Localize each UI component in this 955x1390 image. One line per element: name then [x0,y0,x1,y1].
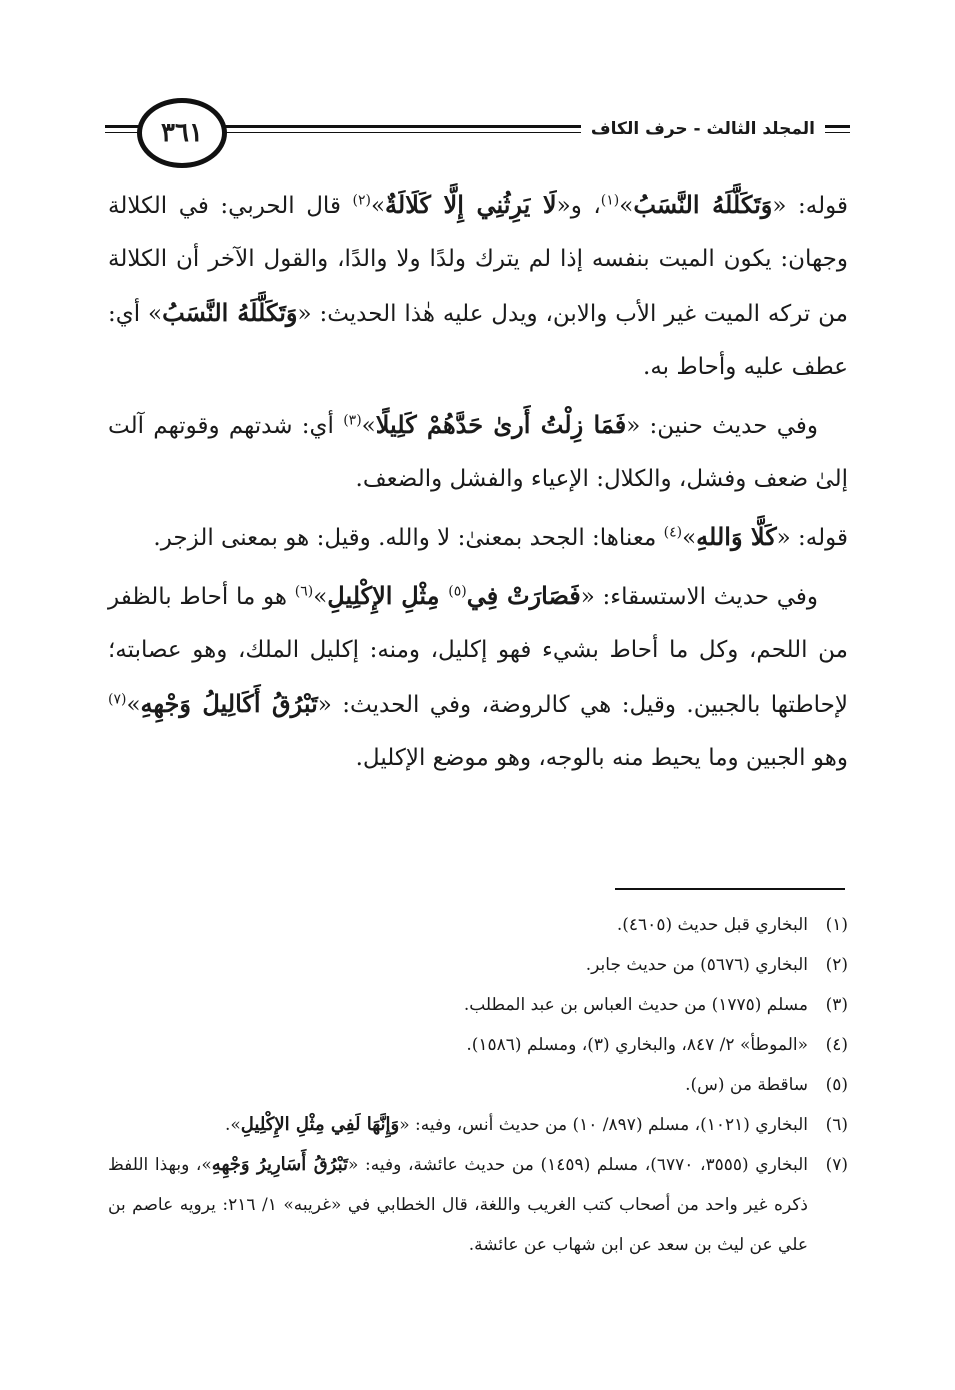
footnote-ref[interactable]: (٣) [343,412,362,429]
text-run: » [126,692,141,718]
hadith-quote: كَلَّا وَاللهِ [696,522,777,551]
text-run: » [313,584,328,610]
footnote-number: (٤) [825,1035,848,1055]
text-run: قال الحربي: في الكلالة وجهان: يكون الميت بنفسه إذا لم يترك ولدًا ولا والدًا، والقول الآخر أن الكلالة من تركه الميت غير الأب والابن، ويدل عليه هٰذا الحديث: « [108,193,848,327]
footnote-number: (١) [825,915,848,935]
text-run: » [361,413,376,439]
text-run: » أي: عطف عليه وأحاط به. [108,301,848,380]
hadith-quote: وَتَكَلَّلَهُ النَّسَبُ [633,190,773,219]
footnote-text: البخاري (٥٦٧٦) من حديث جابر. [585,955,808,975]
text-run: وفي حديث الاستسقاء: « [580,584,818,610]
footnote [108,905,848,945]
footnote-number: (٣) [825,995,848,1015]
hadith-quote: لَا يَرِثُنِي إِلَّا كَلَالَةٌ [385,190,557,219]
hadith-quote: فَصَارَتْ فِي [466,581,581,610]
footnote [108,1025,848,1065]
paragraph-1 [108,178,848,394]
text-run: » [682,525,697,551]
text-run: ، و« [556,193,601,219]
footnote-ref[interactable]: (٢) [352,192,371,209]
footnote [108,985,848,1025]
footnote-ref[interactable]: (٤) [663,524,683,541]
footnote [108,1145,848,1265]
footnote-text: «الموطأ» ٢/ ٨٤٧، والبخاري (٣)، ومسلم (١٥٨٦). [466,1035,808,1055]
footnote-number: (٢) [825,955,848,975]
footnote-text [108,1145,808,1265]
hadith-quote: تَبْرُقُ أَسَارِيرُ وَجْهِهِ [211,1154,349,1175]
text-run: معناها: الجحد بمعنىٰ: لا والله. وقيل: هو بمعنى الزجر. [153,525,664,551]
text-run: أي: شدتهم وقوتهم آلت إلىٰ ضعف وفشل، والكلال: الإعياء والفشل والضعف. [108,413,848,492]
footnote [108,1065,848,1105]
main-text [108,178,848,789]
footnote-ref[interactable]: (١) [600,192,620,209]
text-run: وهو الجبين وما يحيط منه بالوجه، وهو موضع الإكليل. [355,745,848,771]
text-run: هو ما أحاط بالظفر من اللحم، وكل ما أحاط بشيء فهو إكليل، ومنه: إكليل الملك، وهو عصابته؛ لإحاطتها بالجبين. وقيل: هي كالروضة، وفي الحديث: « [108,584,848,718]
text-run: ». [224,1115,241,1135]
paragraph-4 [108,569,848,785]
text-run: البخاري (١٠٢١)، مسلم (٨٩٧/ ١٠) من حديث أنس، وفيه: « [399,1115,808,1135]
footnote-number: (٥) [825,1075,848,1095]
text-run: وفي حديث حنين: « [626,413,818,439]
footnote [108,1105,848,1145]
footnote-text: البخاري قبل حديث (٤٦٠٥). [616,915,808,935]
running-title: المجلد الثالث - حرف الكاف [581,115,825,143]
text-run: » [370,193,386,219]
hadith-quote: وَإِنَّهَا لَفِي مِثْلِ الإِكْلِيلِ [240,1114,400,1135]
paragraph-3 [108,510,848,565]
footnote-ref[interactable]: (٦) [294,583,314,600]
footnote [108,945,848,985]
footnote-text: ساقطة من (س). [685,1075,808,1095]
text-run: البخاري (٣٥٥٥، ٦٧٧٠)، مسلم (١٤٥٩) من حديث عائشة، وفيه: « [348,1155,808,1175]
hadith-quote: تَبْرُقُ أَكَالِيلُ وَجْهِهِ [140,689,318,718]
footnote-ref[interactable]: (٥) [448,583,467,600]
text-run: قوله: « [776,525,848,551]
page-header [105,95,850,165]
paragraph-2 [108,398,848,506]
footnote-text: مسلم (١٧٧٥) من حديث العباس بن عبد المطلب. [463,995,808,1015]
text-run: » [619,193,634,219]
hadith-quote: فَمَا زِلْتُ أَرىٰ حَدَّهُمْ كَلِيلًا [375,410,627,439]
footnote-text [108,1105,808,1145]
page-number: ٣٦١ [137,98,227,168]
text-run: قوله: « [772,193,848,219]
hadith-quote: وَتَكَلَّلَهُ النَّسَبُ [162,298,298,327]
footnotes [108,905,848,1265]
footnote-number: (٦) [825,1115,848,1135]
hadith-quote: مِثْلِ الإِكْلِيلِ [327,581,449,610]
footnote-separator [615,888,845,890]
footnote-number: (٧) [825,1155,848,1175]
footnote-ref[interactable]: (٧) [108,691,127,708]
text-run: »، وبهذا اللفظ ذكره غير واحد من أصحاب كتب الغريب واللغة، قال الخطابي في «غريبه» ١/ ٢١٦: يرويه عاصم بن علي عن ليث بن سعد عن ابن شهاب عن عائشة. [108,1155,808,1255]
